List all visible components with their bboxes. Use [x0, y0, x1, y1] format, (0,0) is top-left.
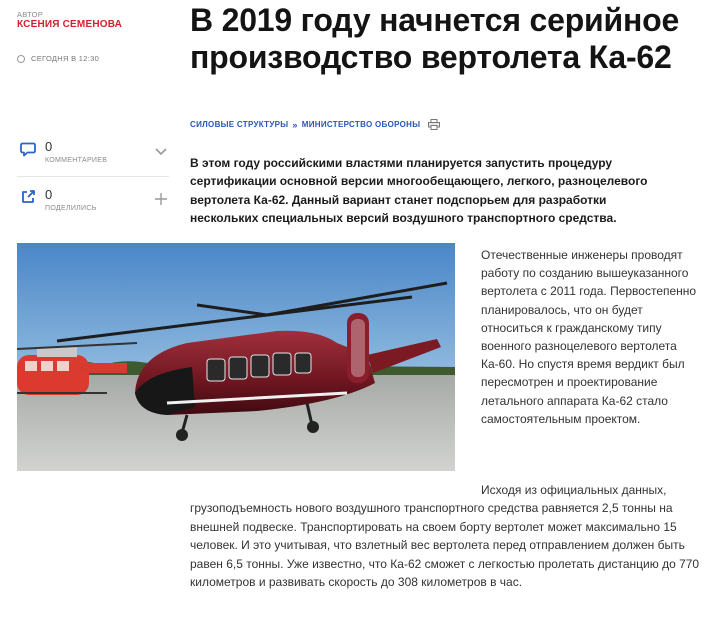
comment-icon [20, 141, 36, 157]
tag-separator: » [292, 119, 298, 130]
article-lead: В этом году российскими властями планируется запустить процедуру сертификации основной версии многообещающего, легкого, разноцелевого вертолета Ка-62. Данный вариант станет подспорьем для разработки нескольких специальных версий воздушного транспортного средства. [190, 156, 648, 225]
tag-link[interactable]: МИНИСТЕРСТВО ОБОРОНЫ [301, 120, 421, 129]
share-icon [20, 189, 36, 205]
article-title: В 2019 году начнется серийное производство вертолета Ка-62 [190, 2, 680, 75]
article-paragraph-2: Исходя из официальных данных, грузоподъемность нового воздушного транспортного средства равняется 2,5 тонны на внешней подвеске. Транспортировать на своем борту вертолет может максимально 15 человек. И это учитывая, что взлетный вес вертолета перед отправлением должен быть равен 6,5 тонны. Уже известно, что Ка-62 сможет с легкостью пролетать дистанцию до 770 километров и развивать скорость до 308 километров в час. [190, 483, 700, 590]
comments-stat[interactable] [17, 137, 169, 173]
shares-count: 0 [45, 187, 53, 202]
article-paragraph-1: Отечественные инженеры проводят работу по созданию вышеуказанного вертолета с 2011 года. Первостепенно планировалось, что он будет относиться к гражданскому типу военного разноцелевого вертолета Ка-60. Но спустя время вердикт был пересмотрен и проектирование летального аппарата Ка-62 стало самостоятельным проектом. [481, 248, 697, 426]
chevron-down-icon[interactable] [153, 143, 169, 159]
clock-icon [17, 55, 25, 63]
publish-date [17, 54, 99, 63]
comments-caption: КОММЕНТАРИЕВ [45, 157, 108, 164]
author-caption: АВТОР [17, 10, 44, 19]
article-tags [190, 119, 440, 130]
tag-link[interactable]: СИЛОВЫЕ СТРУКТУРЫ [190, 120, 289, 129]
plus-icon[interactable] [153, 191, 169, 207]
shares-stat[interactable] [17, 185, 169, 221]
shares-caption: ПОДЕЛИЛИСЬ [45, 205, 97, 212]
publish-date-text: СЕГОДНЯ В 12:30 [31, 54, 100, 63]
helicopter-photo [17, 243, 455, 471]
divider [17, 176, 169, 177]
author-name-link[interactable]: КСЕНИЯ СЕМЕНОВА [17, 19, 123, 30]
comments-count: 0 [45, 139, 53, 154]
print-icon[interactable] [428, 119, 440, 130]
